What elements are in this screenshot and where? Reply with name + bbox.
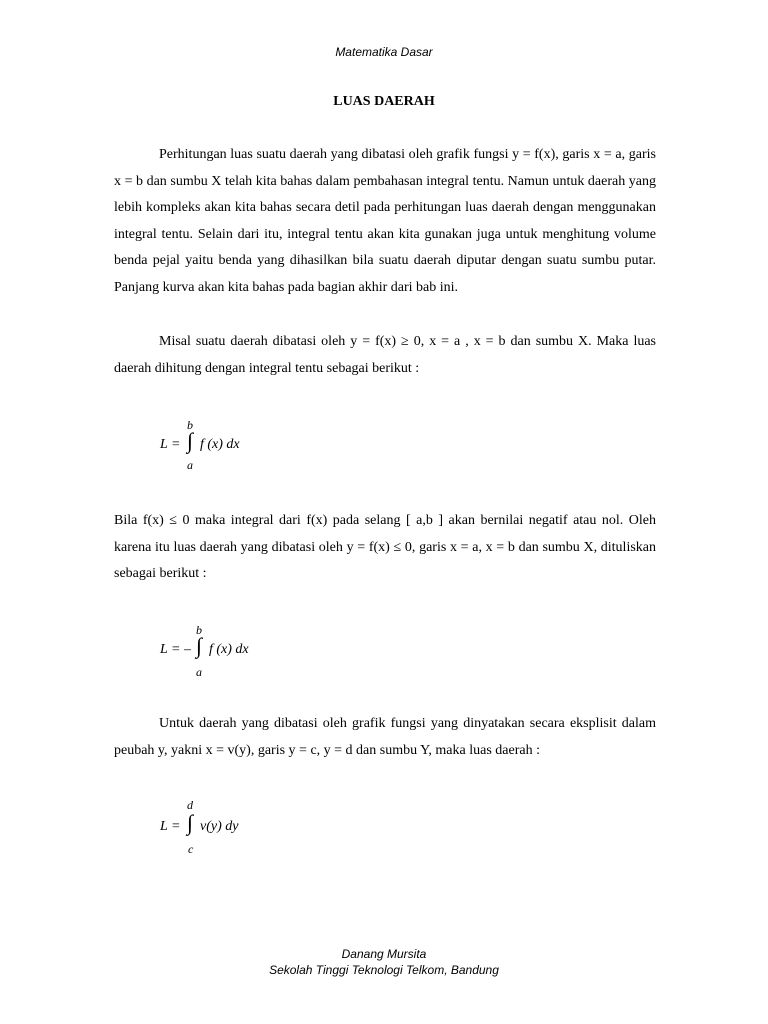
upper-limit: b (187, 418, 193, 432)
integral-sign: ∫ (196, 633, 203, 658)
integrand: v(y) dy (200, 819, 239, 834)
integrand: f (x) dx (209, 642, 249, 657)
formula-lhs: L = (160, 437, 181, 452)
integral-sign: ∫ (187, 810, 194, 835)
integrand: f (x) dx (200, 437, 240, 452)
paragraph-y-region: Untuk daerah yang dibatasi oleh grafik fungsi yang dinyatakan secara eksplisit dalam peubah y, yakni x = v(y), garis y = c, y = d dan sumbu Y, maka luas daerah : (114, 716, 656, 758)
formula-lhs: L = (160, 819, 181, 834)
lower-limit: c (188, 842, 194, 856)
running-header: Matematika Dasar (335, 45, 433, 59)
paragraph-intro: Perhitungan luas suatu daerah yang dibatasi oleh grafik fungsi y = f(x), garis x = a, garis x = b dan sumbu X telah kita bahas dalam pembahasan integral tentu. Namun untuk daerah yang lebih kompleks akan kita bahas secara detil pada perhitungan luas daerah dengan menggunakan integral tentu. Selain dari itu, integral tentu akan kita gunakan juga untuk menghitung volume benda pejal yaitu benda yang dihasilkan bila suatu daerah diputar dengan suatu sumbu putar. Panjang kurva akan kita bahas pada bagian akhir dari bab ini. (114, 147, 656, 295)
paragraph-negative-area: Bila f(x) ≤ 0 maka integral dari f(x) pada selang [ a,b ] akan bernilai negatif atau nol. Oleh karena itu luas daerah yang dibatasi oleh y = f(x) ≤ 0, garis x = a, x = b dan sumbu X, dituliskan sebagai berikut : (114, 513, 656, 581)
paragraph-positive-area: Misal suatu daerah dibatasi oleh y = f(x) ≥ 0, x = a , x = b dan sumbu X. Maka luas daerah dihitung dengan integral tentu sebagai berikut : (114, 334, 656, 376)
page-title: LUAS DAERAH (333, 94, 435, 109)
formula-lhs: L = – (160, 642, 191, 657)
upper-limit: b (196, 623, 202, 637)
upper-limit: d (187, 798, 193, 812)
integral-sign: ∫ (187, 428, 194, 453)
lower-limit: a (196, 665, 202, 679)
footer-author: Danang Mursita (341, 947, 427, 961)
footer-institution: Sekolah Tinggi Teknologi Telkom, Bandung (269, 963, 499, 977)
lower-limit: a (187, 458, 193, 472)
